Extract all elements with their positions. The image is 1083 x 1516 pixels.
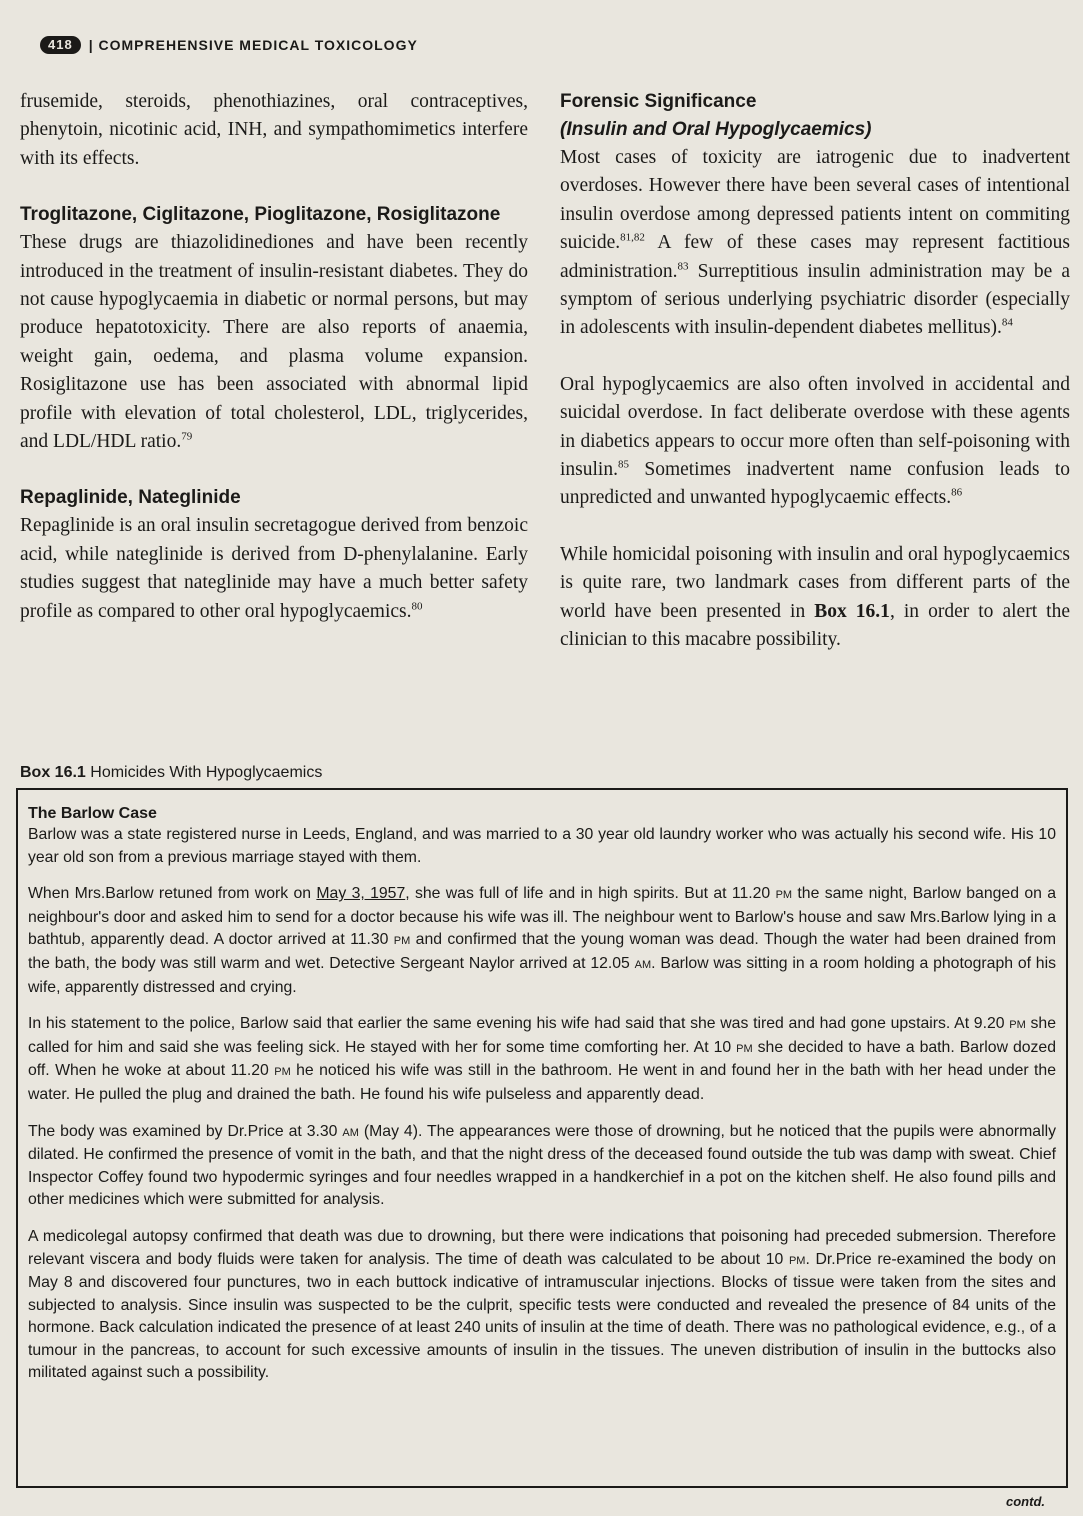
box-caption: Box 16.1 Homicides With Hypoglycaemics	[20, 764, 323, 781]
box-paragraph-3: In his statement to the police, Barlow said that earlier the same evening his wife had said that she was tired and had gone upstairs. At 9.20 PM she called for him and said she was feeling sick. He stayed with her for some time comforting her. At 10 PM she decided to have a bath. Barlow dozed off. When he woke at about 11.20 PM he noticed his wife was still in the bathroom. He went in and found her in the bath with her head under the water. He pulled the plug and drained the bath. He found his wife pulseless and apparently dead.	[28, 1015, 1057, 1103]
forensic-paragraph-1: Most cases of toxicity are iatrogenic due to inadvertent overdoses. However there have been several cases of intentional insulin overdose among depressed patients intent on commiting suicide.$^{81,82}$ A few of these cases may represent factitious administration.$^{83}$ Surreptitious insulin administration may be a symptom of serious underlying psychiatric disorder (especially in adolescents with insulin-dependent diabetes mellitus).$^{84}$	[560, 147, 1070, 339]
intro-paragraph: frusemide, steroids, phenothiazines, oral contraceptives, phenytoin, nicotinic acid, INH, and sympathomimetics interfere with its effects.	[20, 91, 528, 169]
forensic-subheading: (Insulin and Oral Hypoglycaemics)	[560, 119, 872, 140]
continued-label: contd.	[1006, 1494, 1045, 1509]
page-number: 418	[40, 36, 81, 54]
left-column	[20, 88, 528, 626]
case-box	[16, 788, 1068, 1488]
box-paragraph-4: The body was examined by Dr.Price at 3.30 AM (May 4). The appearances were those of drowning, but he noticed that the pupils were abnormally dilated. He confirmed the presence of vomit in the bath, and that the night dress of the deceased found outside the tub was damp with sweat. Chief Inspector Coffey found two hypodermic syringes and four needles wrapped in a handkerchief in a pot on the kitchen shelf. He also found pills and other medicines which were submitted for analysis.	[28, 1122, 1056, 1209]
forensic-paragraph-3: While homicidal poisoning with insulin and oral hypoglycaemics is quite rare, two landmark cases from different parts of the world have been presented in Box 16.1, in order to alert the clinician to this macabre possibility.	[560, 543, 1070, 651]
box-title: The Barlow Case	[28, 805, 157, 822]
forensic-paragraph-2: Oral hypoglycaemics are also often involved in accidental and suicidal overdose. In fact deliberate overdose with these agents in diabetics appears to occur more often than self-poisoning with insulin.$^{85}$ Sometimes inadvertent name confusion leads to unpredicted and unwanted hypoglycaemic effects.$^{86}$	[560, 373, 1070, 509]
running-header	[40, 36, 418, 54]
box-paragraph-1: Barlow was a state registered nurse in Leeds, England, and was married to a 30 year old laundry worker who was actually his second wife. His 10 year old son from a previous marriage stayed with them.	[28, 826, 1056, 866]
section-body-glinides: Repaglinide is an oral insulin secretagogue derived from benzoic acid, while nateglinide is derived from D-phenylalanine. Early studies suggest that nateglinide may have a much better safety profile as compared to other oral hypoglycaemics.$^{80}$	[20, 515, 528, 622]
forensic-heading: Forensic Significance	[560, 91, 757, 112]
box-paragraph-2: When Mrs.Barlow retuned from work on May 3, 1957, she was full of life and in high spirits. But at 11.20 PM the same night, Barlow banged on a neighbour's door and asked him to send for a doctor because his wife was ill. The neighbour went to Barlow's house and saw Mrs.Barlow lying in a bathtub, apparently dead. A doctor arrived at 11.30 PM and confirmed that the young woman was dead. Though the water had been drained from the bath, the body was still warm and wet. Detective Sergeant Naylor arrived at 12.05 AM. Barlow was sitting in a room holding a photograph of his wife, apparently distressed and crying.	[28, 885, 1057, 996]
section-heading-glinides: Repaglinide, Nateglinide	[20, 487, 241, 509]
section-body-thiazolidinediones: These drugs are thiazolidinediones and have been recently introduced in the treatment of insulin-resistant diabetes. They do not cause hypoglycaemia in diabetic or normal persons, but may produce hepatotoxicity. There are also reports of anaemia, weight gain, oedema, and plasma volume expansion. Rosiglitazone use has been associated with abnormal lipid profile with elevation of total cholesterol, LDL, triglycerides, and LDL/HDL ratio.$^{79}$	[20, 232, 528, 453]
right-column	[560, 88, 1070, 655]
section-heading-thiazolidinediones: Troglitazone, Ciglitazone, Pioglitazone, Rosiglitazone	[20, 204, 501, 226]
running-title: | COMPREHENSIVE MEDICAL TOXICOLOGY	[88, 37, 418, 53]
box-paragraph-5: A medicolegal autopsy confirmed that death was due to drowning, but there were indications that poisoning had preceded submersion. Therefore relevant viscera and body fluids were taken for analysis. The time of death was calculated to be about 10 PM. Dr.Price re-examined the body on May 8 and discovered four punctures, two in each buttock indicative of intramuscular injections. Blocks of tissue were taken from the sites and subjected to analysis. Since insulin was suspected to be the culprit, specific tests were conducted and revealed the presence of 84 units of the hormone. Back calculation indicated the presence of at least 240 units of insulin at the time of death. There was no pathological evidence, e.g., of a tumour in the pancreas, to account for such excessive amounts of insulin in the tissues. The uneven distribution of insulin in the buttocks also militated against such a possibility.	[28, 1227, 1056, 1382]
